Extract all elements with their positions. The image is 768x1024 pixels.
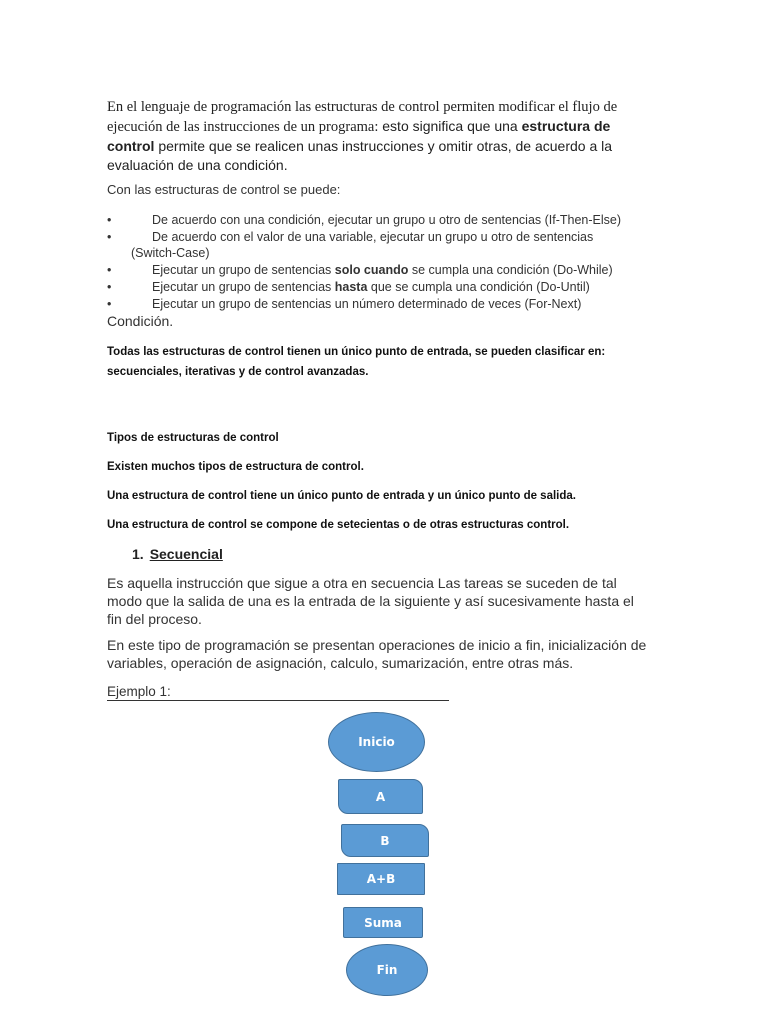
- bullet-bold: hasta: [334, 280, 368, 294]
- flowchart-process-ab: A+B: [337, 863, 425, 895]
- flowchart-fin-oval: Fin: [346, 944, 428, 996]
- bullet-dot: •: [107, 280, 112, 294]
- bullet-bold: solo cuando: [334, 263, 409, 277]
- bullet-list: [107, 212, 652, 312]
- bullet-text: Ejecutar un grupo de sentencias: [152, 263, 335, 277]
- flowchart-process-a: A: [338, 779, 423, 814]
- secuencial-paragraph-2: En este tipo de programación se presentan operaciones de inicio a fin, inicialización de variables, operación de asignación, calculo, sumarización, entre otras más.: [107, 637, 647, 671]
- tipos-line: Una estructura de control tiene un único punto de entrada y un único punto de salida.: [107, 490, 576, 502]
- bullet-continuation: (Switch-Case): [131, 246, 210, 260]
- intro-serif-text: En el lenguaje de programación las estructuras de control permiten modificar el flujo de ejecución de las instrucciones de un programa:: [107, 99, 618, 135]
- tipos-section: [107, 428, 667, 535]
- bullet-dot: •: [107, 297, 112, 311]
- tipos-heading: Tipos de estructuras de control: [107, 432, 279, 444]
- section-heading-secuencial: [132, 546, 692, 564]
- bullet-dot: •: [107, 263, 112, 277]
- bullet-text: De acuerdo con el valor de una variable, ejecutar un grupo u otro de sentencias: [152, 230, 594, 244]
- bullet-text: Ejecutar un grupo de sentencias un número determinado de veces (For-Next): [152, 297, 582, 311]
- list-item: [107, 262, 652, 278]
- list-item: [107, 279, 652, 295]
- tipos-line: Una estructura de control se compone de setecientas o de otras estructuras control.: [107, 519, 570, 531]
- bullet-text: Ejecutar un grupo de sentencias: [152, 280, 335, 294]
- clasificar-note: Todas las estructuras de control tienen un único punto de entrada, se pueden clasificar en: secuenciales, iterativas y de control avanzadas.: [107, 346, 606, 378]
- flowchart-inicio-oval: Inicio: [328, 712, 425, 772]
- intro-text-2: permite que se realicen unas instrucciones y omitir otras, de acuerdo a la evaluación de una condición.: [107, 138, 613, 173]
- ejemplo-label: Ejemplo 1:: [107, 684, 449, 701]
- section-number: 1.: [132, 546, 144, 562]
- page-content: [107, 97, 652, 382]
- section-title: Secuencial: [149, 546, 223, 562]
- list-item: [107, 296, 652, 312]
- list-item: [107, 212, 652, 228]
- bullet-text-post: que se cumpla una condición (Do-Until): [367, 280, 590, 294]
- tipos-line: Existen muchos tipos de estructura de control.: [107, 461, 364, 473]
- intro-paragraph: [107, 97, 652, 175]
- bullet-text: De acuerdo con una condición, ejecutar un grupo u otro de sentencias (If-Then-Else): [152, 213, 622, 227]
- condicion-text: Condición.: [107, 313, 174, 329]
- bullet-dot: •: [107, 230, 112, 244]
- secuencial-paragraph-1: Es aquella instrucción que sigue a otra en secuencia Las tareas se suceden de tal modo que la salida de una es la entrada de la siguiente y así sucesivamente hasta el fin del proceso.: [107, 575, 634, 627]
- secuencial-body: [107, 574, 647, 672]
- intro-bold-text: estructura de control: [107, 118, 611, 154]
- bullet-dot: •: [107, 213, 112, 227]
- intro-text-1: esto significa que una: [378, 118, 522, 134]
- section-heading: [132, 546, 223, 562]
- puede-label: Con las estructuras de control se puede:: [107, 182, 341, 197]
- bullet-text-post: se cumpla una condición (Do-While): [408, 263, 613, 277]
- flowchart-process-suma: Suma: [343, 907, 423, 938]
- list-item: [107, 229, 652, 261]
- flowchart-process-b: B: [341, 824, 429, 857]
